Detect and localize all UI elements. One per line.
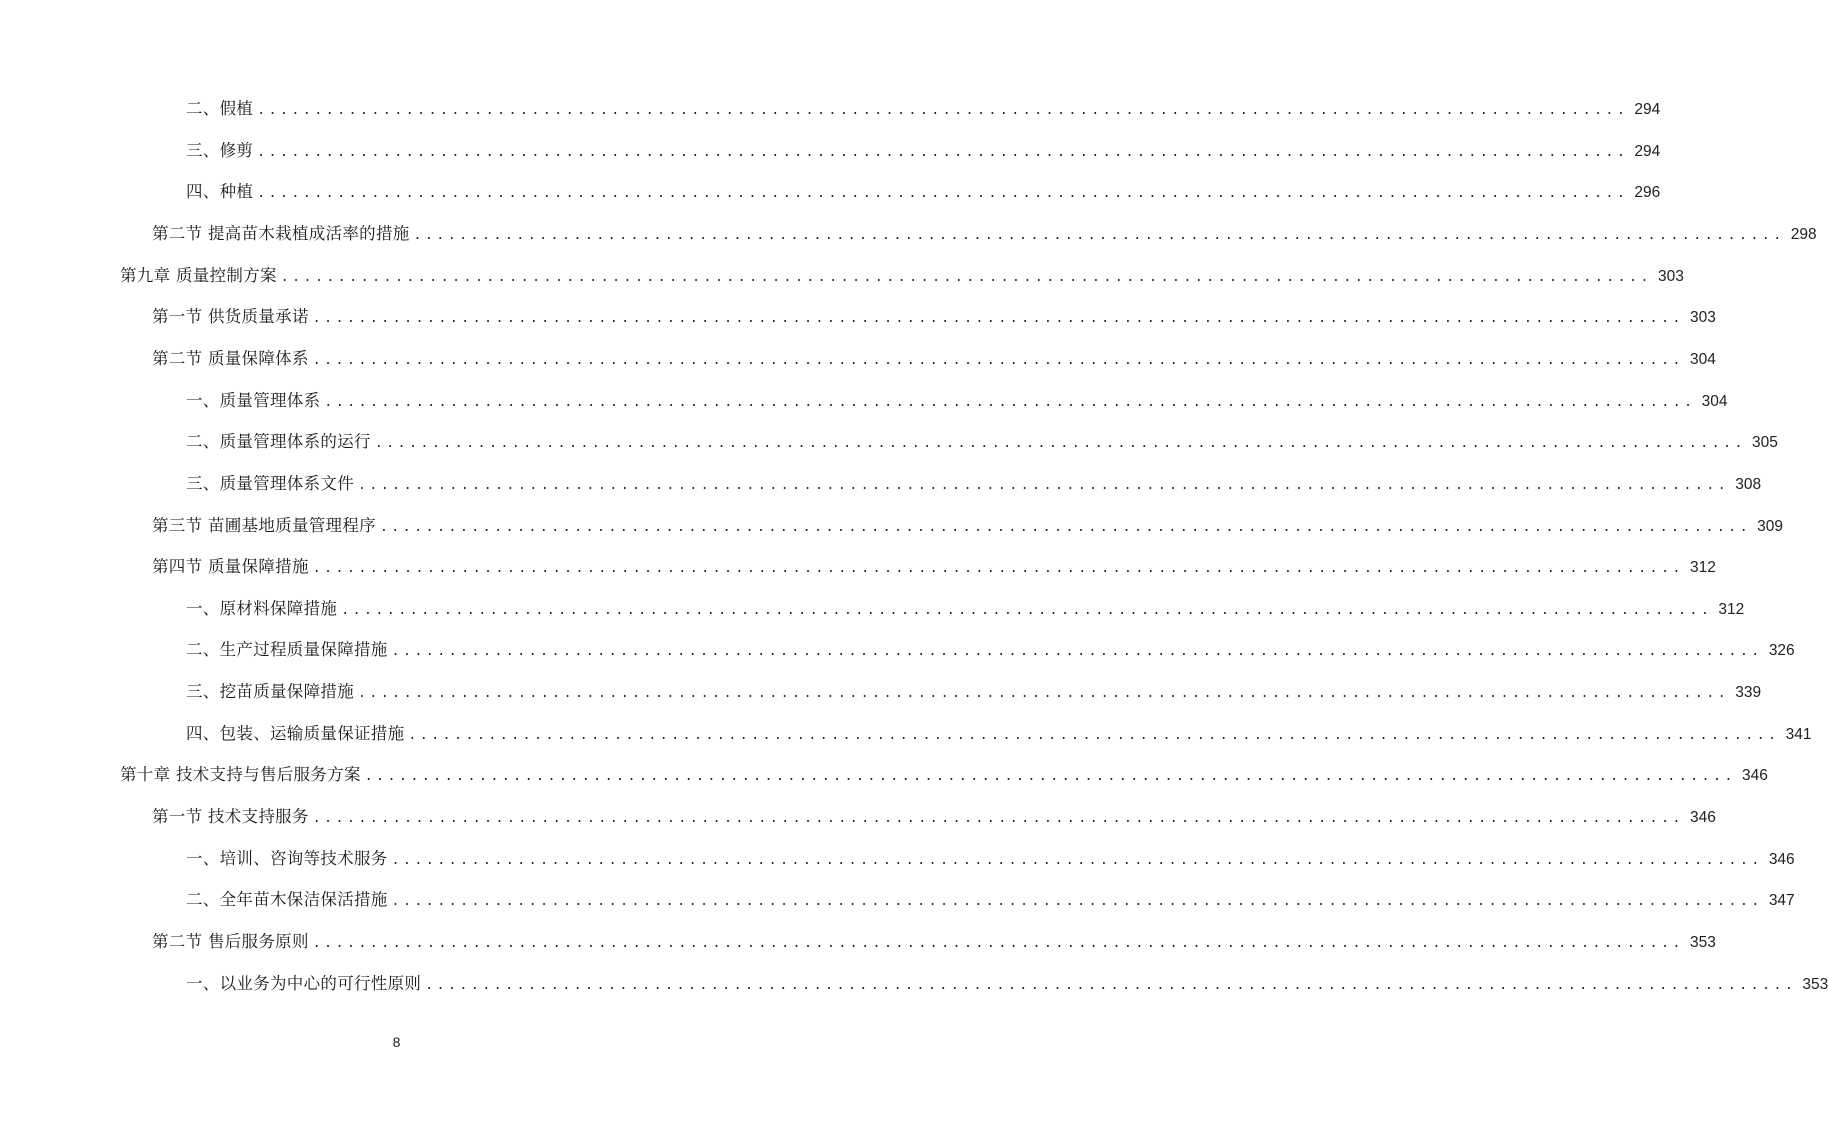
- toc-entry[interactable]: [152, 513, 1784, 539]
- toc-entry-page: 304: [1689, 350, 1716, 368]
- toc-leader-dots: ........................................................................................................................: [379, 519, 1752, 535]
- toc-leader-dots: ........................................................................................................................: [257, 186, 1629, 202]
- toc-entry-title: 第一节 供货质量承诺: [152, 307, 309, 327]
- toc-leader-dots: ........................................................................................................................: [391, 644, 1763, 660]
- toc-entry[interactable]: [186, 96, 1661, 122]
- toc-entry-title: 三、修剪: [186, 140, 254, 160]
- toc-entry-page: 312: [1718, 600, 1745, 618]
- toc-entry[interactable]: [152, 929, 1716, 955]
- toc-entry-title: 一、原材料保障措施: [186, 598, 338, 618]
- toc-entry-title: 第二节 质量保障体系: [152, 348, 309, 368]
- toc-entry-page: 309: [1757, 517, 1784, 535]
- toc-entry-title: 二、全年苗木保洁保活措施: [186, 890, 388, 910]
- toc-entry-page: 353: [1689, 934, 1716, 951]
- toc-entry-title: 四、种植: [186, 182, 254, 202]
- toc-leader-dots: ........................................................................................................................: [312, 311, 1684, 327]
- toc-leader-dots: ........................................................................................................................: [391, 852, 1763, 868]
- toc-leader-dots: ........................................................................................................................: [358, 686, 1730, 702]
- toc-entry-page: 326: [1768, 642, 1795, 660]
- toc-entry-page: 346: [1741, 767, 1768, 785]
- toc-entry-page: 353: [1802, 975, 1828, 993]
- toc-entry[interactable]: [152, 346, 1716, 372]
- toc-entry[interactable]: [186, 388, 1728, 414]
- toc-leader-dots: ........................................................................................................................: [341, 602, 1713, 618]
- toc-entry[interactable]: [186, 138, 1661, 164]
- toc-entry[interactable]: [186, 971, 1828, 997]
- toc-entry-title: 二、假植: [186, 99, 254, 118]
- toc-entry-page: 305: [1752, 434, 1778, 452]
- toc-entry[interactable]: [186, 179, 1661, 205]
- toc-entry[interactable]: [152, 221, 1817, 247]
- toc-entry-title: 二、生产过程质量保障措施: [186, 640, 388, 660]
- toc-leader-dots: ........................................................................................................................: [364, 769, 1736, 785]
- toc-entry-title: 第九章 质量控制方案: [120, 265, 277, 285]
- toc-leader-dots: ........................................................................................................................: [280, 269, 1652, 285]
- toc-entry[interactable]: [186, 721, 1812, 747]
- page-number: 8: [392, 1034, 401, 1050]
- toc-entry-title: 二、质量管理体系的运行: [186, 432, 371, 452]
- toc-leader-dots: ........................................................................................................................: [312, 352, 1684, 368]
- toc-entry-page: 298: [1790, 225, 1817, 243]
- toc-leader-dots: ........................................................................................................................: [312, 811, 1684, 827]
- toc-entry-title: 第十章 技术支持与售后服务方案: [120, 765, 361, 785]
- toc-leader-dots: ........................................................................................................................: [324, 394, 1696, 410]
- toc-entry-title: 第二节 提高苗木栽植成活率的措施: [152, 223, 410, 243]
- toc-entry-page: 303: [1689, 309, 1716, 327]
- toc-entry[interactable]: [152, 804, 1716, 830]
- toc-entry-title: 第四节 质量保障措施: [152, 557, 309, 577]
- toc-entry[interactable]: [186, 429, 1778, 455]
- toc-entry-page: 341: [1785, 725, 1812, 743]
- toc-entry[interactable]: [120, 762, 1768, 788]
- toc-entry[interactable]: [152, 554, 1716, 580]
- toc-leader-dots: ........................................................................................................................: [374, 436, 1747, 452]
- toc-entry[interactable]: [186, 846, 1795, 872]
- toc-entry-title: 一、质量管理体系: [186, 390, 321, 410]
- toc-leader-dots: ........................................................................................................................: [257, 144, 1629, 160]
- toc-entry[interactable]: [186, 679, 1762, 705]
- toc-entry[interactable]: [186, 471, 1762, 497]
- toc-entry[interactable]: [186, 887, 1795, 913]
- toc-entry-title: 三、质量管理体系文件: [186, 473, 354, 493]
- toc-entry-page: 346: [1768, 850, 1795, 868]
- toc-leader-dots: ........................................................................................................................: [312, 561, 1684, 577]
- toc-leader-dots: ........................................................................................................................: [425, 977, 1797, 993]
- toc-entry-page: 346: [1689, 809, 1716, 827]
- toc-leader-dots: ........................................................................................................................: [358, 477, 1730, 493]
- toc-entry-title: 三、挖苗质量保障措施: [186, 682, 354, 702]
- toc-entry-title: 四、包装、运输质量保证措施: [186, 723, 405, 743]
- toc-leader-dots: ........................................................................................................................: [408, 727, 1780, 743]
- toc-leader-dots: ........................................................................................................................: [413, 227, 1785, 243]
- toc-entry-page: 296: [1634, 184, 1661, 202]
- toc-entry[interactable]: [186, 637, 1795, 663]
- toc-entry-title: 第一节 技术支持服务: [152, 807, 309, 827]
- toc-entry-page: 308: [1735, 475, 1762, 493]
- toc-leader-dots: ........................................................................................................................: [312, 936, 1684, 951]
- toc-leader-dots: ........................................................................................................................: [391, 894, 1763, 910]
- toc-entry-title: 第二节 售后服务原则: [152, 932, 309, 951]
- toc-entry-page: 339: [1735, 684, 1762, 702]
- toc-entry-title: 第三节 苗圃基地质量管理程序: [152, 515, 376, 535]
- toc-entry-page: 294: [1634, 142, 1661, 160]
- toc-leader-dots: ........................................................................................................................: [257, 103, 1629, 118]
- toc-entry-title: 一、培训、咨询等技术服务: [186, 848, 388, 868]
- toc-entry-page: 303: [1657, 267, 1684, 285]
- toc-entry[interactable]: [152, 304, 1716, 330]
- toc-entry-page: 294: [1634, 101, 1661, 118]
- toc-entry-page: 304: [1701, 392, 1728, 410]
- toc-entry-page: 312: [1689, 559, 1716, 577]
- toc-entry-page: 347: [1768, 892, 1795, 910]
- toc-entry[interactable]: [120, 263, 1684, 289]
- toc-entry[interactable]: [186, 596, 1745, 622]
- toc-entry-title: 一、以业务为中心的可行性原则: [186, 973, 422, 993]
